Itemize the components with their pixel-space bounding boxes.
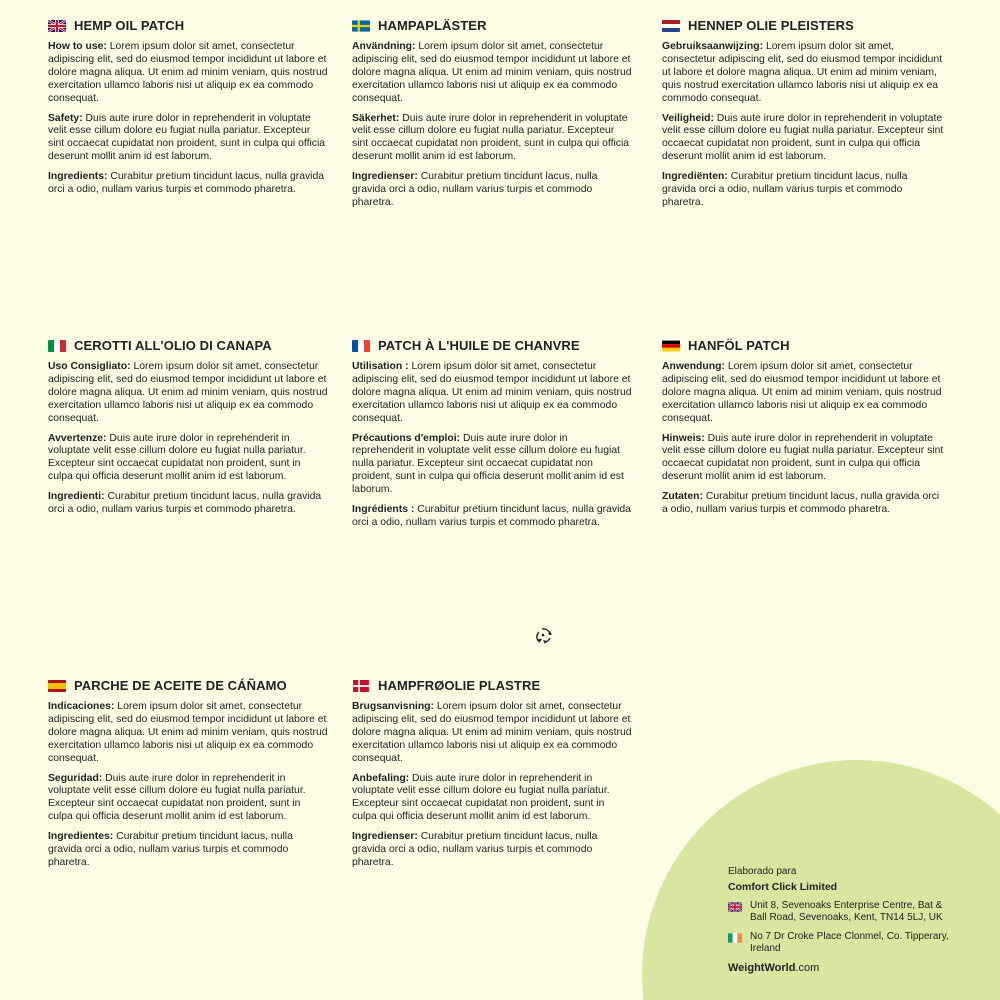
fr-usage-label: Utilisation : [352, 361, 409, 373]
fr-safety [352, 433, 632, 497]
es-usage-label: Indicaciones: [48, 701, 115, 713]
uk-safety-text: Duis aute irure dolor in reprehenderit in voluptate velit esse cillum dolore eu fugiat nulla pariatur. Excepteur sint occaecat cupidatat non proident, sunt in culpa qui officia deserunt mollit anim id est laborum. [48, 112, 326, 163]
section-uk [48, 18, 328, 330]
germany-flag-icon [662, 340, 680, 352]
company-address-ie [728, 931, 958, 956]
section-title-nl [662, 18, 944, 34]
nl-usage [662, 41, 944, 105]
section-es [48, 678, 328, 978]
company-address-ie-text: No 7 Dr Croke Place Clonmel, Co. Tipperary, Ireland [750, 930, 949, 955]
denmark-flag-icon [352, 680, 370, 692]
uk-ingredients [48, 171, 328, 197]
it-safety [48, 433, 328, 485]
section-title-uk [48, 18, 328, 34]
fr-ingredients-text: Curabitur pretium tincidunt lacus, nulla gravida orci a odio, nullam varius turpis et commodo pharetra. [352, 504, 631, 528]
section-title-es [48, 678, 328, 694]
nl-safety-text: Duis aute irure dolor in reprehenderit in voluptate velit esse cillum dolore eu fugiat nulla pariatur. Excepteur sint occaecat cupidatat non proident, sunt in culpa qui officia deserunt mollit anim id est laborum. [662, 112, 944, 163]
nl-usage-label: Gebruiksaanwijzing: [662, 41, 764, 53]
dk-usage-text: Lorem ipsum dolor sit amet, consectetur adipiscing elit, sed do eiusmod tempor incididunt ut labore et dolore magna aliqua. Ut enim ad minim veniam, quis nostrud exercitation ullamco laboris nisi ut aliquip ex ea commodo consequat. [352, 701, 632, 764]
de-ingredients-text: Curabitur pretium tincidunt lacus, nulla gravida orci a odio, nullam varius turpis et commodo pharetra. [662, 491, 940, 516]
fr-safety-text: Duis aute irure dolor in reprehenderit in voluptate velit esse cillum dolore eu fugiat nulla pariatur. Excepteur sint occaecat cupidatat non proident, sunt in culpa qui officia deserunt mollit anim id est laborum. [352, 432, 624, 496]
it-ingredients [48, 491, 328, 517]
de-ingredients [662, 491, 944, 517]
se-usage-label: Användning: [352, 41, 416, 53]
spain-flag-icon [48, 680, 66, 692]
es-ingredients-text: Curabitur pretium tincidunt lacus, nulla gravida orci a odio, nullam varius turpis et commodo pharetra. [48, 831, 293, 868]
uk-safety [48, 113, 328, 165]
fr-safety-label: Précautions d'emploi: [352, 432, 461, 444]
uk-flag-icon [48, 20, 66, 32]
dk-usage [352, 701, 632, 765]
section-heading-es: PARCHE DE ACEITE DE CÁÑAMO [74, 678, 287, 693]
company-name: Comfort Click Limited [728, 880, 838, 893]
it-safety-label: Avvertenze: [48, 432, 107, 444]
dk-safety-text: Duis aute irure dolor in reprehenderit in voluptate velit esse cillum dolore eu fugiat nulla pariatur. Excepteur sint occaecat cupidatat non proident, sunt in culpa qui officia deserunt mollit anim id est laborum. [352, 772, 610, 823]
it-usage-text: Lorem ipsum dolor sit amet, consectetur adipiscing elit, sed do eiusmod tempor incididunt ut labore et dolore magna aliqua. Ut enim ad minim veniam, quis nostrud exercitation ullamco laboris nisi ut aliquip ex ea commodo consequat. [48, 361, 328, 424]
es-safety-text: Duis aute irure dolor in reprehenderit in voluptate velit esse cillum dolore eu fugiat nulla pariatur. Excepteur sint occaecat cupidatat non proident, sunt in culpa qui officia deserunt mollit anim id est laborum. [48, 772, 306, 823]
de-usage [662, 361, 944, 425]
section-title-se [352, 18, 632, 34]
section-heading-uk: HEMP OIL PATCH [74, 18, 185, 33]
uk-flag-icon [728, 902, 742, 912]
section-heading-it: CEROTTI ALL'OLIO DI CANAPA [74, 338, 272, 353]
uk-how-to-use [48, 41, 328, 105]
de-safety-label: Hinweis: [662, 432, 705, 444]
section-heading-nl: HENNEP OLIE PLEISTERS [688, 18, 854, 33]
ireland-flag-icon [728, 933, 742, 943]
section-heading-fr: PATCH À L'HUILE DE CHANVRE [378, 338, 580, 353]
section-fr [352, 338, 632, 670]
section-heading-se: HAMPAPLÄSTER [378, 18, 487, 33]
it-usage [48, 361, 328, 425]
de-safety [662, 433, 944, 485]
es-safety [48, 773, 328, 825]
dk-ingredients-label: Ingredienser: [352, 831, 418, 843]
brand-name-suffix: .com [795, 961, 820, 974]
es-usage [48, 701, 328, 765]
nl-safety [662, 113, 944, 165]
se-safety-text: Duis aute irure dolor in reprehenderit in voluptate velit esse cillum dolore eu fugiat nulla pariatur. Excepteur sint occaecat cupidatat non proident, sunt in culpa qui officia deserunt mollit anim id est laborum. [352, 112, 630, 163]
section-de [662, 338, 944, 670]
section-it [48, 338, 328, 670]
fr-usage [352, 361, 632, 425]
dk-ingredients-text: Curabitur pretium tincidunt lacus, nulla gravida orci a odio, nullam varius turpis et commodo pharetra. [352, 831, 598, 868]
es-safety-label: Seguridad: [48, 772, 103, 784]
company-info [728, 866, 958, 975]
section-title-fr [352, 338, 632, 354]
company-label: Elaborado para [728, 866, 797, 877]
se-ingredients [352, 171, 632, 210]
se-safety-label: Säkerhet: [352, 112, 400, 124]
de-safety-text: Duis aute irure dolor in reprehenderit in voluptate velit esse cillum dolore eu fugiat nulla pariatur. Excepteur sint occaecat cupidatat non proident, sunt in culpa qui officia deserunt mollit anim id est laborum. [662, 432, 944, 483]
fr-ingredients [352, 504, 632, 530]
uk-ingredients-label: Ingredients: [48, 171, 108, 183]
nl-usage-text: Lorem ipsum dolor sit amet, consectetur adipiscing elit, sed do eiusmod tempor incididunt ut labore et dolore magna aliqua. Ut enim ad minim veniam, quis nostrud exercitation ullamco laboris nisi ut aliquip ex ea commodo consequat. [662, 41, 943, 104]
section-se [352, 18, 632, 330]
se-ingredients-label: Ingredienser: [352, 171, 418, 183]
it-ingredients-text: Curabitur pretium tincidunt lacus, nulla gravida orci a odio, nullam varius turpis et commodo pharetra. [48, 491, 322, 516]
dk-safety [352, 773, 632, 825]
italy-flag-icon [48, 340, 66, 352]
section-title-it [48, 338, 328, 354]
dk-safety-label: Anbefaling: [352, 772, 410, 784]
de-usage-text: Lorem ipsum dolor sit amet, consectetur adipiscing elit, sed do eiusmod tempor incididunt ut labore et dolore magna aliqua. Ut enim ad minim veniam, quis nostrud exercitation ullamco laboris nisi ut aliquip ex ea commodo consequat. [662, 361, 942, 424]
nl-ingredients-text: Curabitur pretium tincidunt lacus, nulla gravida orci a odio, nullam varius turpis et commodo pharetra. [662, 171, 908, 208]
company-address-uk-text: Unit 8, Sevenoaks Enterprise Centre, Bat & Ball Road, Sevenoaks, Kent, TN14 5LJ, UK [750, 899, 943, 924]
france-flag-icon [352, 340, 370, 352]
uk-how-to-use-label: How to use: [48, 41, 107, 53]
de-ingredients-label: Zutaten: [662, 491, 703, 503]
section-dk [352, 678, 632, 978]
nl-ingredients-label: Ingrediënten: [662, 171, 728, 183]
section-heading-de: HANFÖL PATCH [688, 338, 790, 353]
es-ingredients-label: Ingredientes: [48, 831, 114, 843]
fr-usage-text: Lorem ipsum dolor sit amet, consectetur adipiscing elit, sed do eiusmod tempor incididunt ut labore et dolore magna aliqua. Ut enim ad minim veniam, quis nostrud exercitation ullamco laboris nisi ut aliquip ex ea commodo consequat. [352, 361, 632, 424]
section-heading-dk: HAMPFRØOLIE PLASTRE [378, 678, 541, 693]
de-usage-label: Anwendung: [662, 361, 725, 373]
se-safety [352, 113, 632, 165]
it-safety-text: Duis aute irure dolor in reprehenderit in voluptate velit esse cillum dolore eu fugiat nulla pariatur. Excepteur sint occaecat cupidatat non proident, sunt in culpa qui officia deserunt mollit anim id est laborum. [48, 432, 306, 483]
nl-ingredients [662, 171, 944, 210]
brand-name-bold: WeightWorld [728, 961, 796, 974]
section-title-dk [352, 678, 632, 694]
content-grid [48, 18, 978, 978]
uk-safety-label: Safety: [48, 112, 83, 124]
company-address-uk [728, 900, 958, 925]
section-title-de [662, 338, 944, 354]
uk-ingredients-text: Curabitur pretium tincidunt lacus, nulla gravida orci a odio, nullam varius turpis et commodo pharetra. [48, 171, 325, 196]
se-usage-text: Lorem ipsum dolor sit amet, consectetur adipiscing elit, sed do eiusmod tempor incididunt ut labore et dolore magna aliqua. Ut enim ad minim veniam, quis nostrud exercitation ullamco laboris nisi ut aliquip ex ea commodo consequat. [352, 41, 632, 104]
es-usage-text: Lorem ipsum dolor sit amet, consectetur adipiscing elit, sed do eiusmod tempor incididunt ut labore et dolore magna aliqua. Ut enim ad minim veniam, quis nostrud exercitation ullamco laboris nisi ut aliquip ex ea commodo consequat. [48, 701, 328, 764]
section-nl [662, 18, 944, 330]
se-usage [352, 41, 632, 105]
se-ingredients-text: Curabitur pretium tincidunt lacus, nulla gravida orci a odio, nullam varius turpis et commodo pharetra. [352, 171, 598, 208]
es-ingredients [48, 831, 328, 870]
sweden-flag-icon [352, 20, 370, 32]
it-ingredients-label: Ingredienti: [48, 491, 105, 503]
fr-ingredients-label: Ingrédients : [352, 504, 415, 516]
brand-name [728, 962, 958, 976]
uk-how-to-use-text: Lorem ipsum dolor sit amet, consectetur adipiscing elit, sed do eiusmod tempor incididunt ut labore et dolore magna aliqua. Ut enim ad minim veniam, quis nostrud exercitation ullamco laboris nisi ut aliquip ex ea commodo consequat. [48, 41, 328, 104]
netherlands-flag-icon [662, 20, 680, 32]
it-usage-label: Uso Consigliato: [48, 361, 131, 373]
recycle-icon [532, 624, 554, 646]
dk-usage-label: Brugsanvisning: [352, 701, 434, 713]
nl-safety-label: Veiligheid: [662, 112, 714, 124]
dk-ingredients [352, 831, 632, 870]
